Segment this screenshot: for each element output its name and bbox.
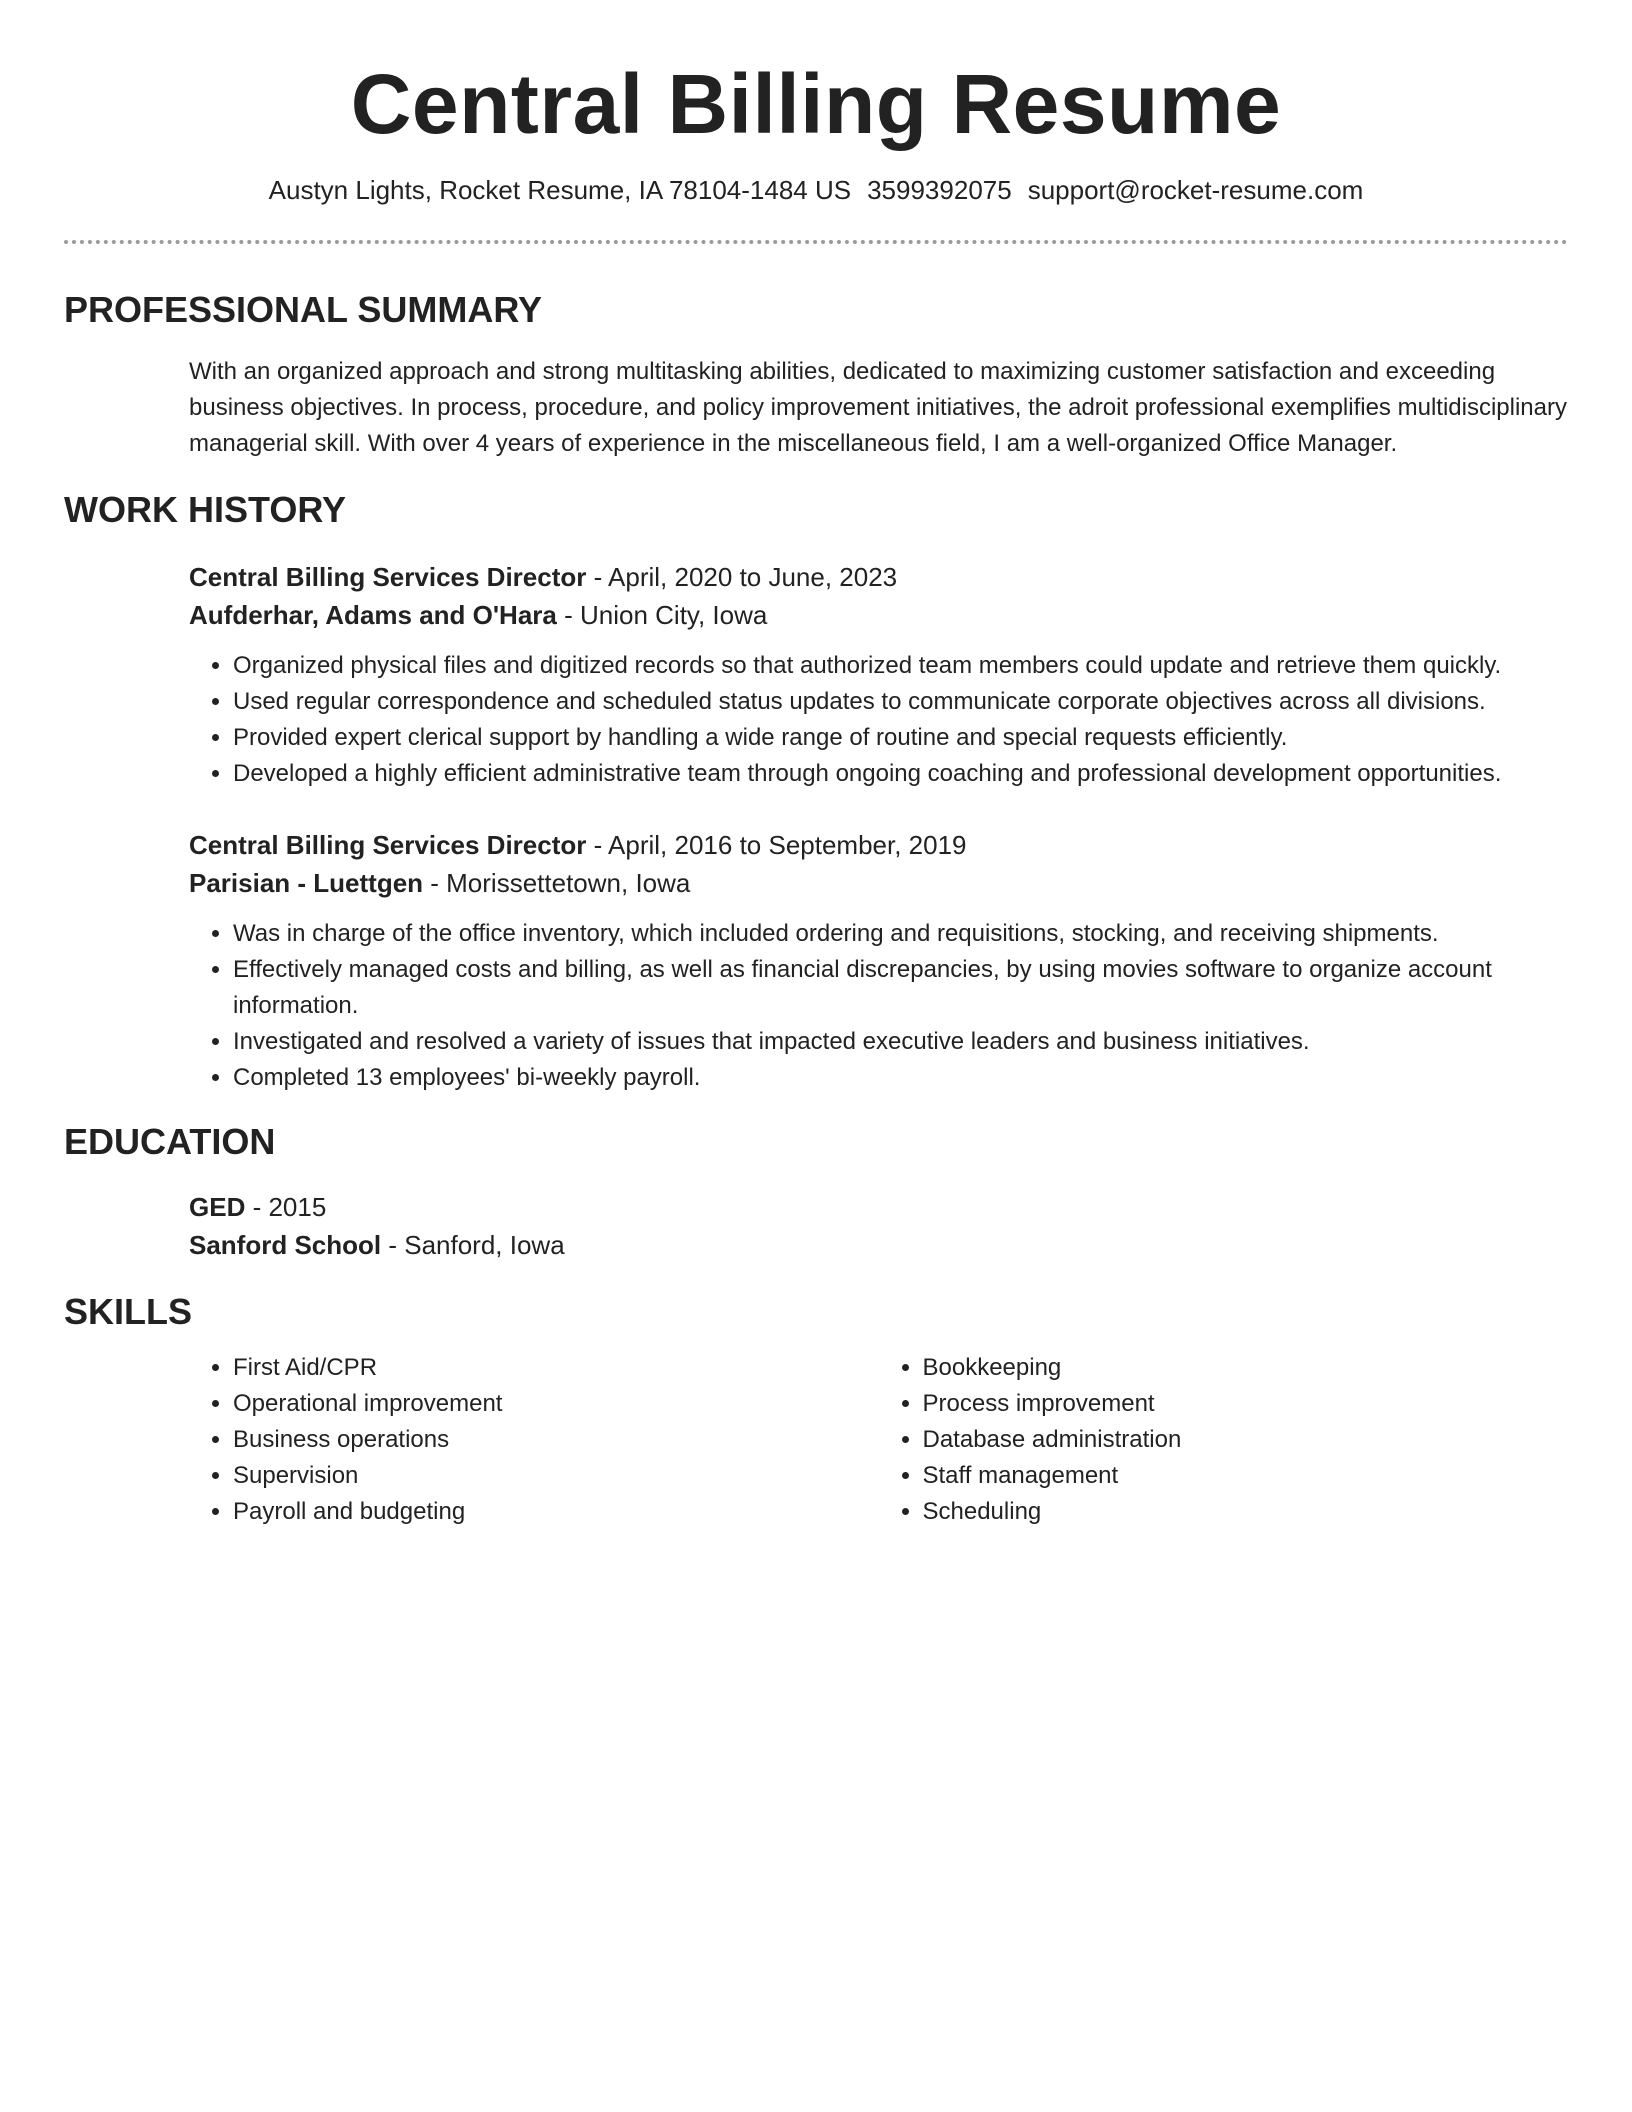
skill-item: • Payroll and budgeting [233,1494,879,1530]
skill-item: • First Aid/CPR [233,1350,879,1386]
job-location: - Morissettetown, Iowa [423,868,691,898]
job-bullet: • Was in charge of the office inventory, which included ordering and requisitions, stocking, and receiving shipments. [233,916,1568,952]
section-heading-skills: SKILLS [64,1291,193,1332]
education-degree: GED [189,1192,246,1222]
job-company: Aufderhar, Adams and O'Hara [189,600,557,630]
section-heading-work-history: WORK HISTORY [64,489,347,530]
job-title: Central Billing Services Director [189,562,587,592]
job-bullet: • Developed a highly efficient administrative team through ongoing coaching and professional development opportunities. [233,756,1568,792]
skill-item: • Process improvement [923,1386,1569,1422]
job-bullet: • Completed 13 employees' bi-weekly payroll. [233,1060,1568,1096]
job-bullet: • Effectively managed costs and billing, as well as financial discrepancies, by using movies software to organize account information. [233,952,1568,1024]
skill-item: • Scheduling [923,1494,1569,1530]
job-dates: - April, 2016 to September, 2019 [586,830,967,860]
skill-item: • Staff management [923,1458,1569,1494]
skills-column-left [189,1350,879,1530]
education-entry [189,1188,1568,1264]
contact-phone: 3599392075 [867,175,1012,205]
job-bullet: • Provided expert clerical support by handling a wide range of routine and special requests efficiently. [233,720,1568,756]
education-year: - 2015 [245,1192,327,1222]
summary-text: With an organized approach and strong multitasking abilities, dedicated to maximizing customer satisfaction and exceeding business objectives. In process, procedure, and policy improvement initiatives, the adroit professional exemplifies multidisciplinary managerial skill. With over 4 years of experience in the miscellaneous field, I am a well-organized Office Manager. [189,358,1567,457]
education-school: Sanford School [189,1230,382,1260]
job-title: Central Billing Services Director [189,830,587,860]
job-entry [189,826,1568,1096]
job-bullets [189,648,1568,792]
job-entry [189,558,1568,792]
resume-page [64,0,1568,1530]
job-bullet: • Organized physical files and digitized records so that authorized team members could update and retrieve them quickly. [233,648,1568,684]
skills-list [189,1350,1568,1530]
section-heading-education: EDUCATION [64,1121,276,1162]
job-company: Parisian - Luettgen [189,868,424,898]
contact-address: Austyn Lights, Rocket Resume, IA 78104-1484 US [268,175,852,205]
header-divider [64,240,1568,244]
resume-title: Central Billing Resume [350,57,1282,151]
job-title-line [189,826,1568,864]
skills-column-right [879,1350,1569,1530]
education-degree-line [189,1188,1568,1226]
job-company-line [189,596,1568,634]
job-bullets [189,916,1568,1096]
job-dates: - April, 2020 to June, 2023 [586,562,898,592]
skill-item: • Database administration [923,1422,1569,1458]
skill-item: • Business operations [233,1422,879,1458]
job-bullet: • Investigated and resolved a variety of issues that impacted executive leaders and business initiatives. [233,1024,1568,1060]
skill-item: • Bookkeeping [923,1350,1569,1386]
job-title-line [189,558,1568,596]
education-location: - Sanford, Iowa [381,1230,565,1260]
job-location: - Union City, Iowa [556,600,768,630]
job-bullet: • Used regular correspondence and scheduled status updates to communicate corporate objectives across all divisions. [233,684,1568,720]
section-heading-summary: PROFESSIONAL SUMMARY [64,289,543,330]
skill-item: • Supervision [233,1458,879,1494]
contact-line [64,172,1568,208]
education-school-line [189,1226,1568,1264]
skill-item: • Operational improvement [233,1386,879,1422]
job-company-line [189,864,1568,902]
contact-email: support@rocket-resume.com [1027,175,1364,205]
